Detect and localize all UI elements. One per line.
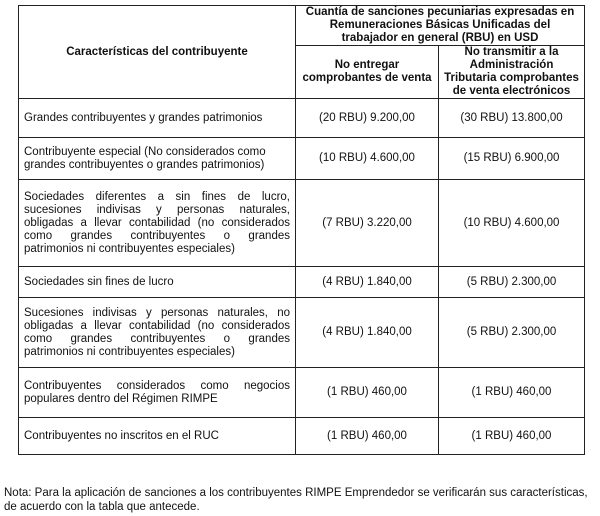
header-characteristics: Características del contribuyente — [19, 6, 296, 99]
table-note: Nota: Para la aplicación de sanciones a los contribuyentes RIMPE Emprendedor se verificarán sus características, de acuerdo con la tabla que antecede. — [4, 487, 588, 513]
row-description: Sucesiones indivisas y personas naturales, no obligadas a llevar contabilidad (no considerados como grandes contribuyentes o grandes patrimonios ni contribuyentes especiales) — [19, 298, 296, 368]
table-row — [19, 138, 585, 180]
row-value-col2: (10 RBU) 4.600,00 — [439, 180, 585, 267]
table-row — [19, 368, 585, 418]
sanctions-table — [18, 5, 585, 455]
header-no-transmitir: No transmitir a la Administración Tributaria comprobantes de venta electrónicos — [439, 46, 585, 99]
row-value-col1: (4 RBU) 1.840,00 — [296, 267, 439, 298]
row-description: Contribuyentes considerados como negocios populares dentro del Régimen RIMPE — [19, 368, 296, 418]
table-row — [19, 298, 585, 368]
row-value-col1: (1 RBU) 460,00 — [296, 368, 439, 418]
row-value-col2: (5 RBU) 2.300,00 — [439, 267, 585, 298]
row-value-col2: (1 RBU) 460,00 — [439, 368, 585, 418]
row-value-col1: (7 RBU) 3.220,00 — [296, 180, 439, 267]
row-value-col1: (20 RBU) 9.200,00 — [296, 99, 439, 138]
table-row — [19, 267, 585, 298]
table-row — [19, 180, 585, 267]
row-value-col2: (5 RBU) 2.300,00 — [439, 298, 585, 368]
row-value-col1: (1 RBU) 460,00 — [296, 418, 439, 455]
row-description: Sociedades sin fines de lucro — [19, 267, 296, 298]
table-row — [19, 99, 585, 138]
row-description: Grandes contribuyentes y grandes patrimonios — [19, 99, 296, 138]
row-value-col2: (30 RBU) 13.800,00 — [439, 99, 585, 138]
row-value-col1: (4 RBU) 1.840,00 — [296, 298, 439, 368]
table-row — [19, 418, 585, 455]
row-value-col2: (1 RBU) 460,00 — [439, 418, 585, 455]
row-description: Sociedades diferentes a sin fines de lucro, sucesiones indivisas y personas naturales, obligadas a llevar contabilidad (no considerados como grandes contribuyentes o grandes patrimonios ni contribuyentes especiales) — [19, 180, 296, 267]
row-value-col2: (15 RBU) 6.900,00 — [439, 138, 585, 180]
header-sanctions-group: Cuantía de sanciones pecuniarias expresadas en Remuneraciones Básicas Unificadas del trabajador en general (RBU) en USD — [296, 6, 585, 46]
row-description: Contribuyente especial (No considerados como grandes contribuyentes o grandes patrimonios) — [19, 138, 296, 180]
row-description: Contribuyentes no inscritos en el RUC — [19, 418, 296, 455]
header-no-entregar: No entregar comprobantes de venta — [296, 46, 439, 99]
table-header-row — [19, 6, 585, 46]
row-value-col1: (10 RBU) 4.600,00 — [296, 138, 439, 180]
